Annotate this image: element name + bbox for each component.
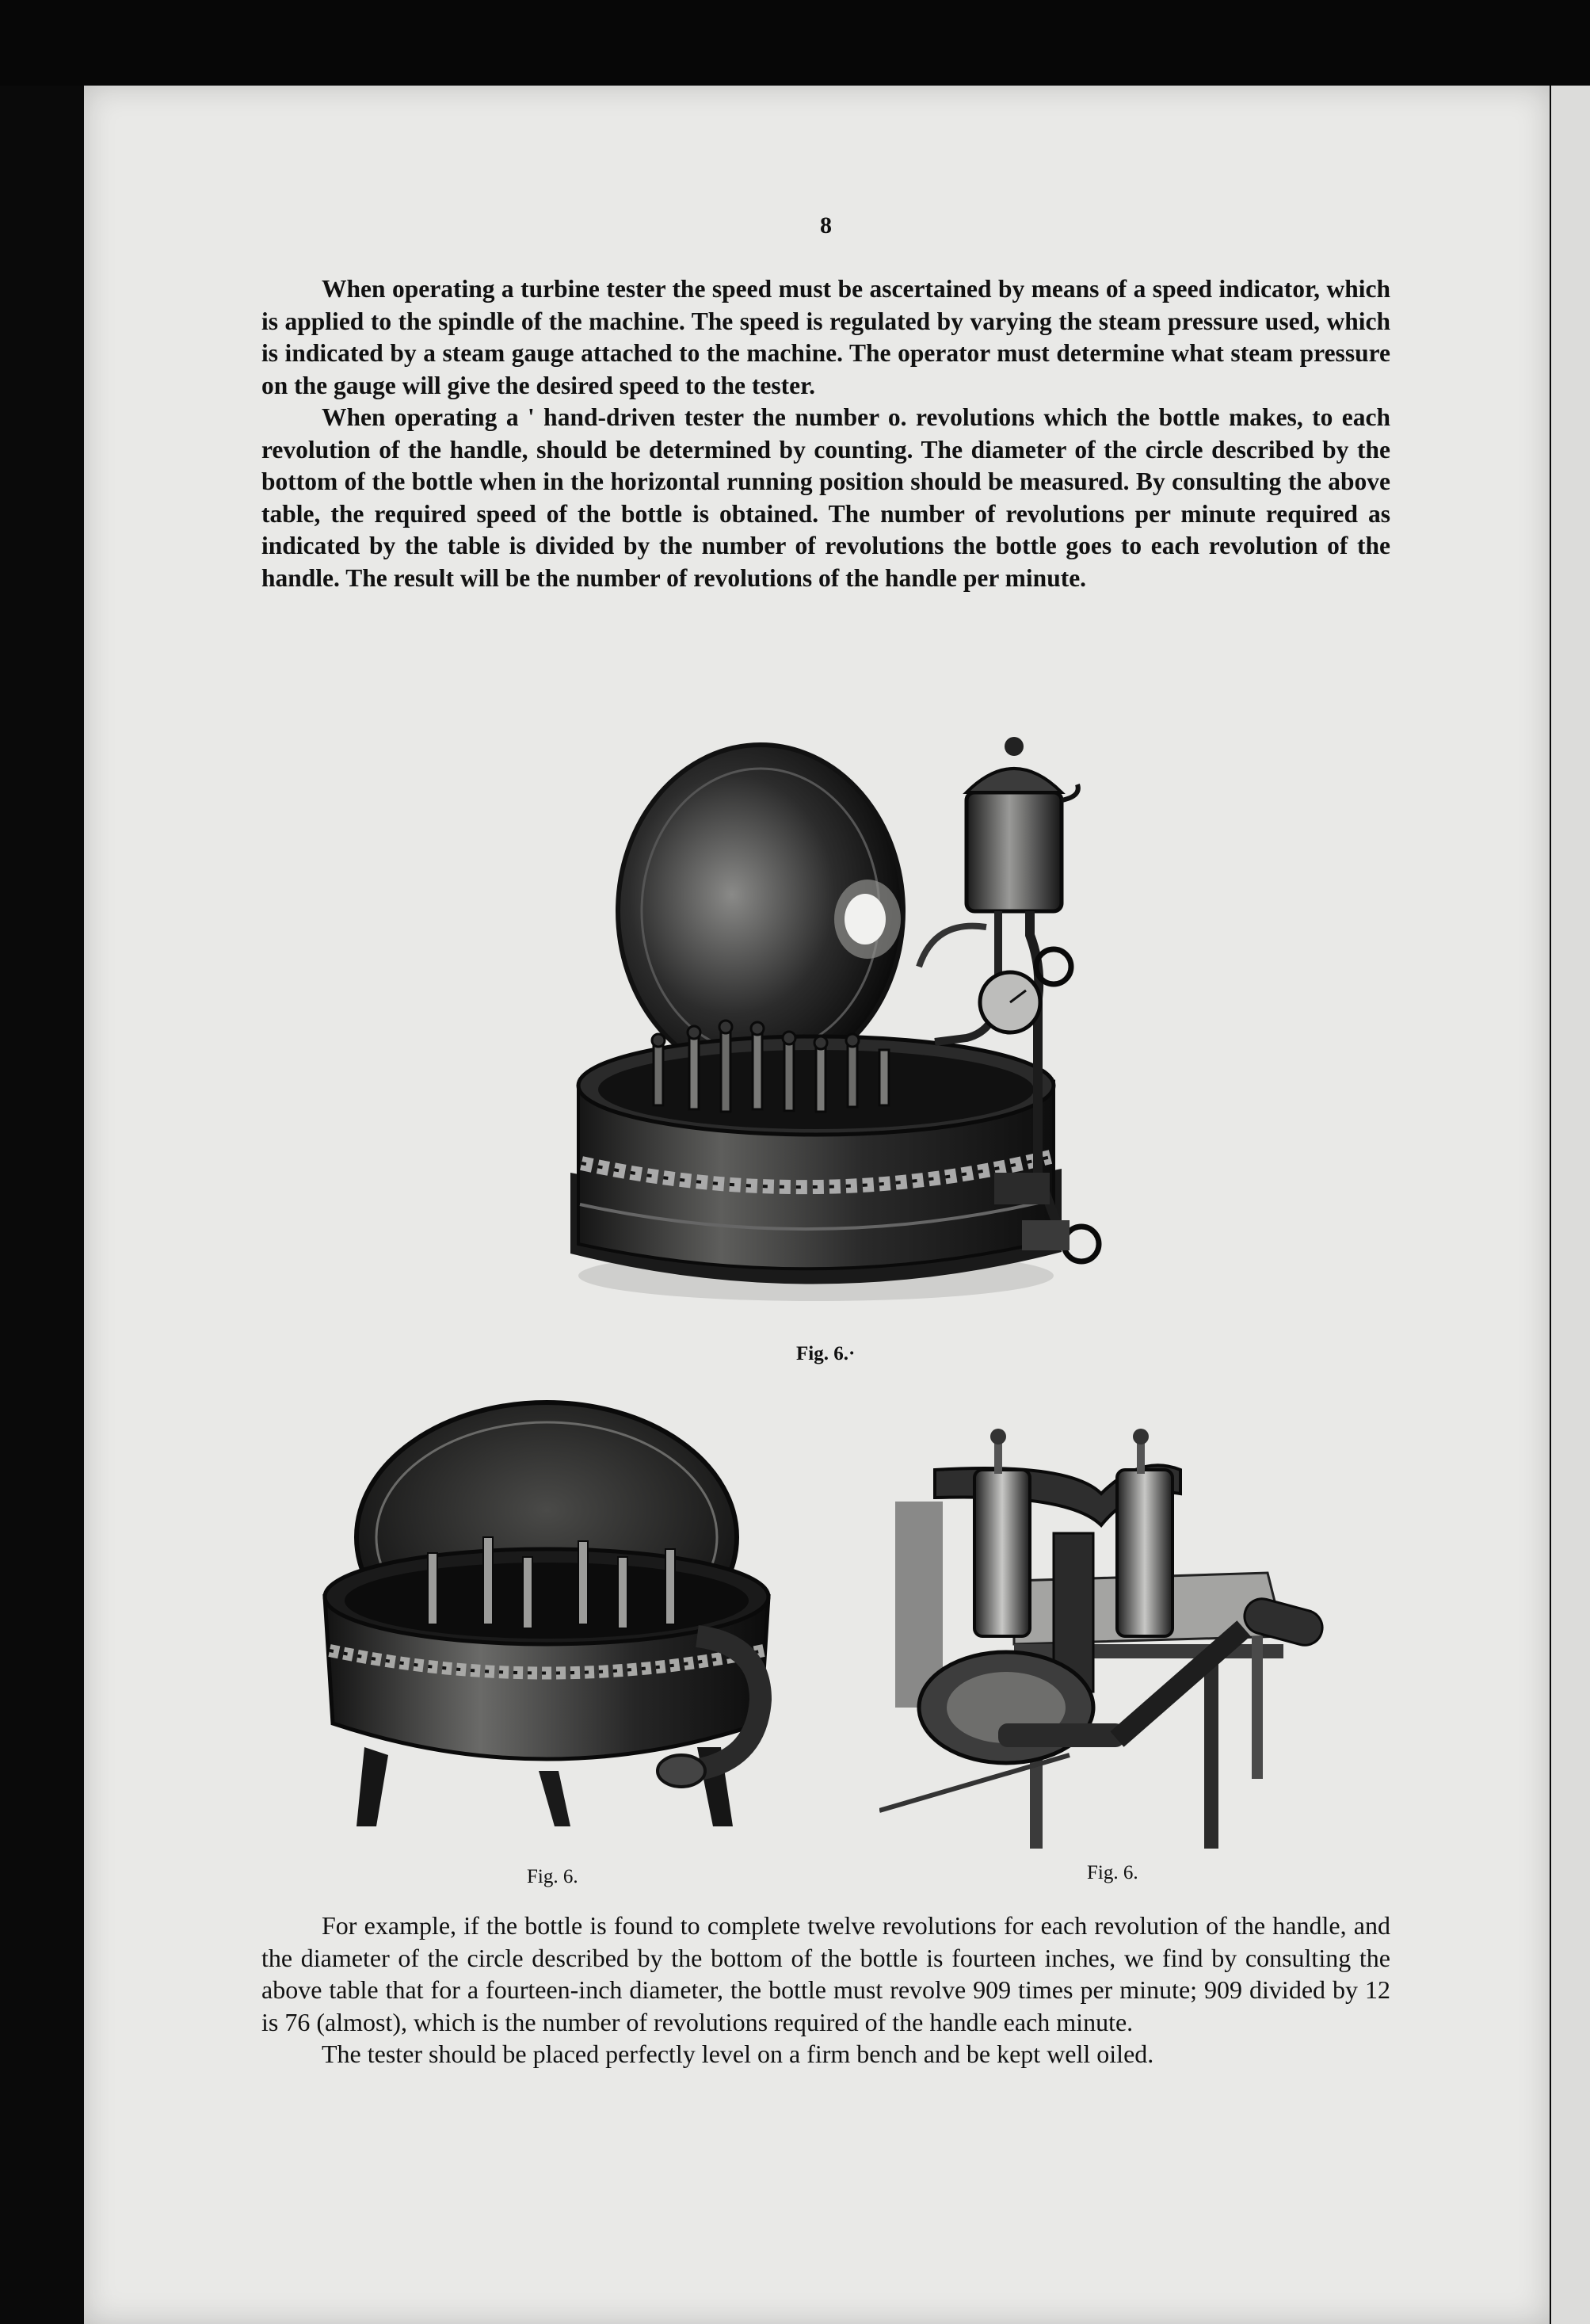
paragraph-hand-driven-tester: When operating a ' hand-driven tester the number o. revolutions which the bottle makes, to each revolution of the handle, should be determined by counting. The diameter of the circle described by the bottom of the bottle when in the horizontal running position should be measured. By consulting the above table, the required speed of the bottle is obtained. The number of revolutions per minute required as indicated by the table is divided by the number of revolutions the bottle goes to each revolution of the handle. The result will be the number of revolutions of the handle per minute. <box>261 403 1390 592</box>
figure-caption-top: Fig. 6.· <box>796 1343 856 1364</box>
upper-text <box>261 273 1390 594</box>
figure-caption-bottom-left: Fig. 6. <box>527 1866 578 1887</box>
paragraph-turbine-tester: When operating a turbine tester the speed must be ascertained by means of a speed indicator, which is applied to the spindle of the machine. The speed is regulated by varying the steam pressure used, which is indicated by a steam gauge attached to the machine. The operator must determine what steam pressure on the gauge will give the desired speed to the tester. <box>261 275 1390 399</box>
bench-tester-illustration <box>879 1422 1355 1850</box>
lower-text <box>261 1910 1390 2070</box>
figure-caption-bottom-right: Fig. 6. <box>1087 1862 1138 1883</box>
page-number: 8 <box>820 212 832 239</box>
paragraph-example: For example, if the bottle is found to complete twelve revolutions for each revolution of the handle, and the diameter of the circle described by the bottom of the bottle is fourteen inches, we find by consulting the above table that for a fourteen-inch diameter, the bottle must revolve 909 times per minute; 909 divided by 12 is 76 (almost), which is the number of revolutions required of the handle each minute. <box>261 1911 1390 2036</box>
scan-top-border <box>0 0 1590 86</box>
turbine-tester-illustration <box>555 729 1125 1315</box>
hand-driven-tester-illustration <box>317 1399 776 1858</box>
adjacent-page-edge <box>1551 86 1590 2324</box>
paragraph-placement: The tester should be placed perfectly level on a firm bench and be kept well oiled. <box>322 2040 1154 2068</box>
